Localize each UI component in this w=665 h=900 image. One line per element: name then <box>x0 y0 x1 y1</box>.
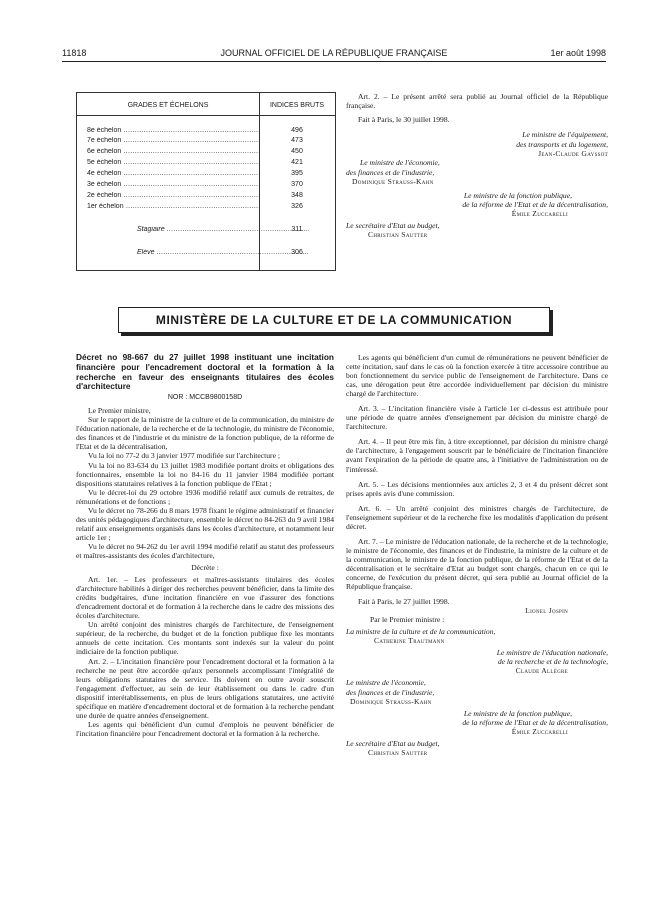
decree-right-column <box>346 353 608 757</box>
article-1: Art. 1er. – Les professeurs et maîtres-assistants titulaires des écoles d'architecture habilités à diriger des recherches peuvent bénéficier, dans la limite des crédits budgétaires, d'une incitation financière en vue d'assurer des fonctions d'encadrement doctoral et de formation à la recherche dans le cadre des missions des écoles d'architecture. <box>76 575 334 621</box>
signatory-role: Le ministre de l'économie, <box>346 678 426 688</box>
row-index: 421 <box>291 159 303 166</box>
row-index: 450 <box>291 148 303 155</box>
signatory-name: Claude Allègre <box>515 666 568 676</box>
row-label: 6e échelon ..... <box>87 148 259 155</box>
journal-title: JOURNAL OFFICIEL DE LA RÉPUBLIQUE FRANÇAISE <box>220 48 448 58</box>
signatory-role: Le ministre de l'économie, <box>360 158 440 168</box>
article-2: Art. 2. – L'incitation financière pour l'encadrement doctoral et la formation à la recherche ne peut être accordée qu'aux personnels accomplissant l'intégralité de leurs obligations statutaires de service. Ils doivent en outre avoir souscrit l'engagement d'effectuer, au sein de leur établissement ou dans le cadre d'un dispositif interétablissements, en plus de leurs obligations statutaires, une activité spécifique en matière d'encadrement doctoral et de formation à la recherche pendant une durée de quatre années d'enseignement. <box>76 656 334 720</box>
paragraph: Le Premier ministre, <box>88 406 151 416</box>
signatory-name: Jean-Claude Gayssot <box>538 149 608 159</box>
decrete-label: Décrète : <box>191 563 219 573</box>
signatory-role: Le secrétaire d'Etat au budget, <box>346 220 440 230</box>
signatory-role: des finances et de l'industrie, <box>346 167 435 177</box>
prime-minister-name: Lionel Jospin <box>525 606 568 616</box>
table-row <box>77 192 335 202</box>
table-row <box>77 181 335 191</box>
table-row <box>77 137 335 147</box>
ministry-title: MINISTÈRE DE LA CULTURE ET DE LA COMMUNICATION <box>155 313 513 327</box>
table-row <box>77 170 335 180</box>
paragraph: Vu la loi no 77-2 du 3 janvier 1977 modifiée sur l'architecture ; <box>88 451 280 461</box>
table-header-divider <box>77 115 335 116</box>
row-label: 2e échelon ..... <box>87 192 259 199</box>
row-label: 3e échelon ..... <box>87 181 259 188</box>
row-index: 496 <box>291 127 303 134</box>
nor-reference: NOR : MCCB9800158D <box>167 394 243 402</box>
table-row <box>77 226 335 236</box>
signatory-role: Le secrétaire d'Etat au budget, <box>346 738 440 748</box>
paragraph: Les agents qui bénéficient d'un cumul d'emplois ne peuvent bénéficier de l'incitation financière pour l'encadrement doctoral et la formation à la recherche. <box>76 719 334 738</box>
signatory-role: La ministre de la culture et de la communication, <box>346 627 496 637</box>
signatory-role: des finances et de l'industrie, <box>346 687 435 697</box>
page-number: 11818 <box>62 48 87 58</box>
signatory-name: Catherine Trautmann <box>374 636 445 646</box>
row-index: 306 <box>291 249 303 256</box>
row-index: 370 <box>291 181 303 188</box>
table-row <box>77 148 335 158</box>
row-index: 311 <box>291 226 303 233</box>
article-4: Art. 4. – Il peut être mis fin, à titre exceptionnel, par décision du ministre chargé de l'architecture, à l'engagement souscrit par le bénéficiaire de l'incitation financière avant l'expiration de la période de quatre ans, à l'initiative de l'administration ou de l'intéressé. <box>346 437 608 474</box>
row-label: Elève ..... <box>137 249 309 256</box>
arrete-closing <box>346 92 608 240</box>
row-index: 348 <box>291 192 303 199</box>
decree-title: Décret no 98-667 du 27 juillet 1998 instituant une incitation financière pour l'encadrement doctoral et la formation à la recherche en faveur des enseignants titulaires des écoles d'architecture <box>76 352 334 392</box>
signatory-role: Le ministre de la fonction publique, <box>463 190 572 200</box>
signatory-role: de la réforme de l'Etat et de la décentralisation, <box>462 717 608 727</box>
signatory-role: Le ministre de la fonction publique, <box>463 708 572 718</box>
issue-date: 1er août 1998 <box>550 48 606 58</box>
decree-fait: Fait à Paris, le 27 juillet 1998. <box>358 597 450 607</box>
signatory-role: de la réforme de l'Etat et de la décentralisation, <box>462 200 608 210</box>
par-le-premier-ministre: Par le Premier ministre : <box>370 615 445 625</box>
header-divider <box>62 61 606 62</box>
decree-left-column <box>76 353 334 738</box>
ministry-banner <box>118 307 550 333</box>
row-label: 1er échelon ..... <box>87 203 259 210</box>
paragraph: Vu la loi no 83-634 du 13 juillet 1983 modifiée portant droits et obligations des fonctionnaires, ensemble la loi no 84-16 du 11 janvier 1984 modifiée portant dispositions statutaires relatives à la fonction publique de l'Etat ; <box>76 460 334 488</box>
arrete-fait: Fait à Paris, le 30 juillet 1998. <box>358 114 450 124</box>
page-header <box>62 48 606 62</box>
row-label: Stagiaire ..... <box>137 226 309 233</box>
signatory-name: Dominique Strauss-Kahn <box>352 177 434 187</box>
table-row <box>77 203 335 213</box>
paragraph: Sur le rapport de la ministre de la culture et de la communication, du ministre de l'éducation nationale, de la recherche et de la technologie, du ministre de l'économie, des finances et de l'industrie et du ministre de la fonction publique, de la réforme de l'Etat et de la décentralisation, <box>76 415 334 452</box>
signatory-name: Christian Sautter <box>368 747 428 757</box>
table-header-indices: INDICES BRUTS <box>269 102 325 109</box>
salary-index-table <box>76 92 336 271</box>
table-row <box>77 127 335 137</box>
signatory-role: de la recherche et de la technologie, <box>497 657 608 667</box>
signatory-name: Dominique Strauss-Kahn <box>350 696 432 706</box>
signatory-role: Le ministre de l'éducation nationale, <box>496 648 608 658</box>
row-index: 473 <box>291 137 303 144</box>
table-row <box>77 249 335 259</box>
row-label: 5e échelon ..... <box>87 159 259 166</box>
row-index: 326 <box>291 203 303 210</box>
paragraph: Vu le décret no 94-262 du 1er avril 1994 modifié relatif au statut des professeurs et maîtres-assistants des écoles d'architecture, <box>76 541 334 560</box>
signatory-role: des transports et du logement, <box>516 139 608 149</box>
row-label: 4e échelon ..... <box>87 170 259 177</box>
arrete-article-2: Art. 2. – Le présent arrêté sera publié au Journal officiel de la République française. <box>346 92 608 111</box>
signatory-role: Le ministre de l'équipement, <box>522 130 608 140</box>
signatory-name: Émile Zuccarelli <box>511 209 568 219</box>
signatory-name: Christian Sautter <box>368 230 428 240</box>
table-header-grades: GRADES ET ÉCHELONS <box>127 102 209 109</box>
article-5: Art. 5. – Les décisions mentionnées aux articles 2, 3 et 4 du présent décret sont prises après avis d'une commission. <box>346 479 608 498</box>
row-index: 395 <box>291 170 303 177</box>
article-6: Art. 6. – Un arrêté conjoint des ministres chargés de l'architecture, de l'enseignement supérieur et de la recherche fixe les modalités d'application du présent décret. <box>346 503 608 531</box>
paragraph: Vu le décret-loi du 29 octobre 1936 modifié relatif aux cumuls de retraites, de rémunérations et de fonctions ; <box>76 487 334 506</box>
article-7: Art. 7. – Le ministre de l'éducation nationale, de la recherche et de la technologie, le ministre de l'économie, des finances et de l'industrie, la ministre de la culture et de la communication, le ministre de la fonction publique, de la réforme de l'Etat et de la décentralisation et le secrétaire d'Etat au budget sont chargés, chacun en ce qui le concerne, de l'exécution du présent décret, qui sera publié au Journal officiel de la République française. <box>346 536 608 592</box>
paragraph: Vu le décret no 78-266 du 8 mars 1978 fixant le régime administratif et financier des unités pédagogiques d'architecture, ensemble le décret no 84-263 du 9 avril 1984 relatif aux enseignements organisés dans les écoles d'architecture, et notamment leur article 1er ; <box>76 505 334 542</box>
article-3: Art. 3. – L'incitation financière visée à l'article 1er ci-dessus est attribuée pour une période de quatre années d'enseignement par décision du ministre chargé de l'architecture. <box>346 404 608 432</box>
row-label: 8e échelon ..... <box>87 127 259 134</box>
paragraph: Les agents qui bénéficient d'un cumul de rémunérations ne peuvent bénéficier de cette incitation, sauf dans le cas où la fonction exercée à titre accessoire contribue au bon fonctionnement du service public de l'enseignement de l'architecture. Dans ce cas, une dérogation peut être accordée individuellement par décision du ministre chargé de l'architecture. <box>346 353 608 399</box>
paragraph: Un arrêté conjoint des ministres chargés de l'architecture, de l'enseignement supérieur, de la recherche, du budget et de la fonction publique fixe les montants annuels de cette incitation. Ces montants sont indexés sur la valeur du point indiciaire de la fonction publique. <box>76 620 334 657</box>
table-row <box>77 159 335 169</box>
row-label: 7e échelon ..... <box>87 137 259 144</box>
signatory-name: Émile Zuccarelli <box>511 726 568 736</box>
